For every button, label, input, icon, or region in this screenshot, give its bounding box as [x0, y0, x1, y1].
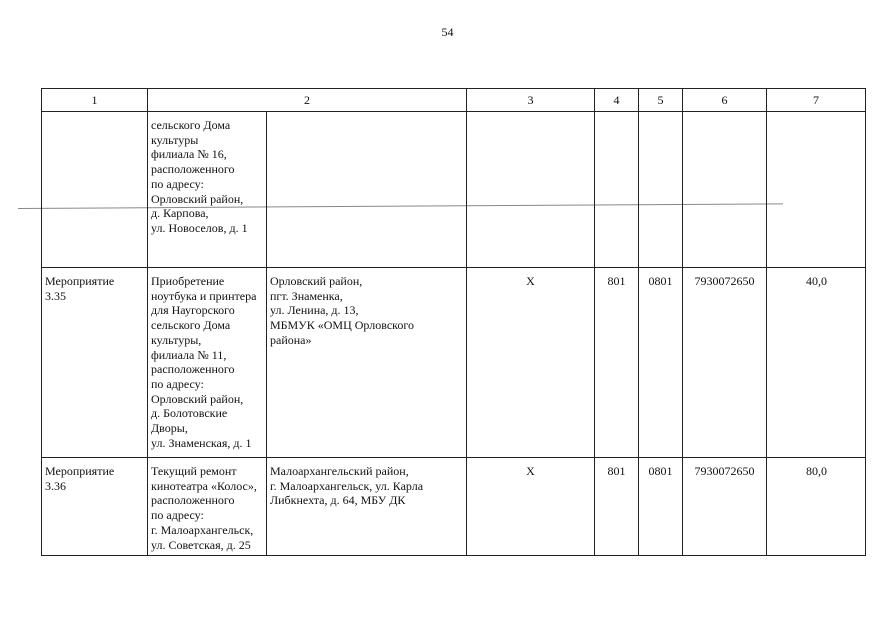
- budget-table: [41, 88, 866, 556]
- header-col-3: 3: [467, 89, 595, 112]
- cell-description: сельского Дома культуры филиала № 16, расположенного по адресу: Орловский район, д. Карпова, ул. Новоселов, д. 1: [148, 112, 267, 268]
- cell-col-7: [767, 112, 866, 268]
- cell-col-4: [595, 112, 639, 268]
- cell-description: Текущий ремонт кинотеатра «Колос», расположенного по адресу: г. Малоархангельск, ул. Советская, д. 25: [148, 458, 267, 556]
- cell-address: Орловский район, пгт. Знаменка, ул. Ленина, д. 13, МБМУК «ОМЦ Орловского района»: [267, 268, 467, 458]
- cell-col-5: 0801: [639, 268, 683, 458]
- header-col-4: 4: [595, 89, 639, 112]
- cell-col-3: X: [467, 458, 595, 556]
- cell-col-5: 0801: [639, 458, 683, 556]
- header-col-2: 2: [148, 89, 467, 112]
- header-col-1: 1: [42, 89, 148, 112]
- cell-col-7: 80,0: [767, 458, 866, 556]
- header-col-6: 6: [683, 89, 767, 112]
- table-row: [42, 112, 866, 268]
- table-header-row: [42, 89, 866, 112]
- cell-col-4: 801: [595, 458, 639, 556]
- header-col-7: 7: [767, 89, 866, 112]
- page-number: 54: [441, 25, 454, 39]
- header-col-5: 5: [639, 89, 683, 112]
- table-row: [42, 458, 866, 556]
- cell-col-6: 7930072650: [683, 458, 767, 556]
- cell-description: Приобретение ноутбука и принтера для Наугорского сельского Дома культуры, филиала № 11, расположенного по адресу: Орловский район, д. Болотовские Дворы, ул. Знаменская, д. 1: [148, 268, 267, 458]
- cell-col-3: [467, 112, 595, 268]
- cell-measure: Мероприятие 3.35: [42, 268, 148, 458]
- cell-col-5: [639, 112, 683, 268]
- table-row: [42, 268, 866, 458]
- cell-col-6: 7930072650: [683, 268, 767, 458]
- cell-col-7: 40,0: [767, 268, 866, 458]
- cell-address: Малоархангельский район, г. Малоархангельск, ул. Карла Либкнехта, д. 64, МБУ ДК: [267, 458, 467, 556]
- cell-address: [267, 112, 467, 268]
- cell-measure: Мероприятие 3.36: [42, 458, 148, 556]
- cell-col-4: 801: [595, 268, 639, 458]
- cell-col-6: [683, 112, 767, 268]
- cell-col-3: X: [467, 268, 595, 458]
- cell-measure: [42, 112, 148, 268]
